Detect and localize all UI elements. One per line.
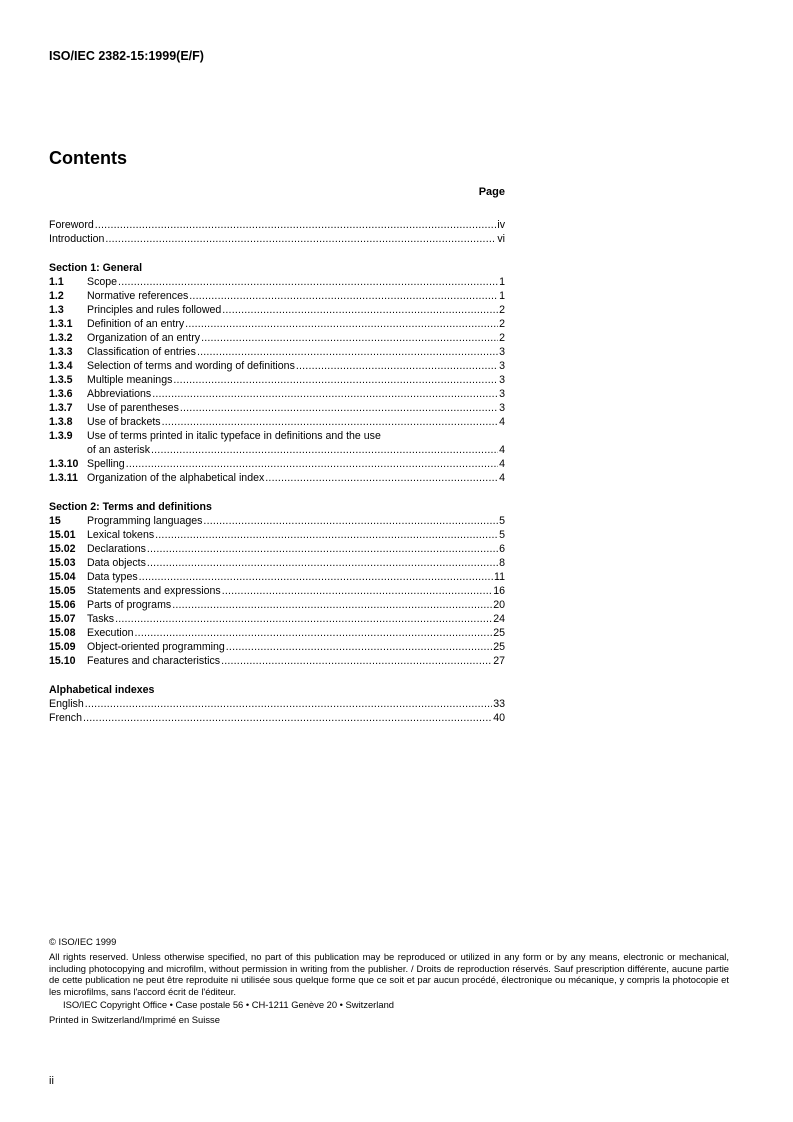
toc-entry-title: Data types: [87, 571, 138, 583]
toc-entry[interactable]: [49, 289, 505, 303]
toc-entry-page: 1: [499, 290, 505, 302]
dot-leader: [105, 232, 496, 246]
toc-entry[interactable]: [49, 626, 505, 640]
toc-entry-number: 1.2: [49, 290, 64, 302]
toc-entry-title: Classification of entries: [87, 346, 196, 358]
toc-entry-title: Normative references: [87, 290, 189, 302]
toc-entry-title: Execution: [87, 627, 134, 639]
toc-entry[interactable]: [49, 542, 505, 556]
toc-entry-number: 15.04: [49, 571, 76, 583]
index-entries: [49, 697, 505, 725]
toc-entry-title: Principles and rules followed: [87, 304, 222, 316]
toc-entry[interactable]: [49, 612, 505, 626]
toc-entry-page: 11: [494, 571, 505, 583]
toc-entry-page: 4: [499, 416, 505, 428]
toc-entry-title: Programming languages: [87, 515, 203, 527]
section-1-entries: [49, 275, 505, 429]
copyright-notice: [49, 936, 729, 1026]
toc-entry-title: Organization of an entry: [87, 332, 201, 344]
toc-entry-number: 15.05: [49, 585, 76, 597]
dot-leader: [197, 345, 498, 359]
toc-entry[interactable]: [49, 317, 505, 331]
toc-entry-number: 15.08: [49, 627, 76, 639]
toc-entry-page: 3: [499, 388, 505, 400]
toc-entry-title: Tasks: [87, 613, 115, 625]
toc-entry-number: 15.02: [49, 543, 76, 555]
table-of-contents: [49, 218, 505, 725]
toc-entry-page: 33: [493, 698, 505, 710]
section-2-heading: Section 2: Terms and definitions: [49, 501, 212, 513]
toc-entry-title: Features and characteristics: [87, 655, 221, 667]
toc-entry-page: 1: [499, 276, 505, 288]
toc-entry-page: 20: [493, 599, 505, 611]
dot-leader: [180, 401, 498, 415]
toc-entry-number: 15: [49, 515, 61, 527]
toc-entry-page: iv: [497, 219, 505, 231]
toc-entry[interactable]: [49, 528, 505, 542]
toc-entry-page: 27: [493, 655, 505, 667]
dot-leader: [118, 275, 498, 289]
toc-entry[interactable]: [49, 331, 505, 345]
copyright-office-address: ISO/IEC Copyright Office • Case postale 56 • CH-1211 Genève 20 • Switzerland: [63, 998, 395, 1010]
toc-entry-title: Object-oriented programming: [87, 641, 225, 653]
toc-entry-number: 15.10: [49, 655, 76, 667]
toc-entry-title: Organization of the alphabetical index: [87, 472, 265, 484]
toc-entry-title: Scope: [87, 276, 118, 288]
toc-entry-page: 2: [499, 304, 505, 316]
toc-entry-title: Definition of an entry: [87, 318, 185, 330]
toc-entry-page: 24: [493, 613, 505, 625]
toc-entry[interactable]: [49, 556, 505, 570]
dot-leader: [147, 556, 498, 570]
toc-entry-title: Use of terms printed in italic typeface in definitions and the use: [87, 430, 381, 442]
toc-entry-number: 1.3: [49, 304, 64, 316]
page-column-label: Page: [478, 186, 505, 198]
toc-entry-title: Lexical tokens: [87, 529, 155, 541]
dot-leader: [265, 471, 498, 485]
toc-entry[interactable]: [49, 570, 505, 584]
dot-leader: [203, 514, 498, 528]
toc-entry-1-3-9[interactable]: [49, 429, 505, 457]
toc-entry-number: 15.01: [49, 529, 76, 541]
dot-leader: [222, 584, 493, 598]
toc-entry-number: 1.3.4: [49, 360, 73, 372]
toc-entry[interactable]: [49, 471, 505, 485]
contents-title: Contents: [49, 148, 127, 168]
toc-entry-number: 1.3.8: [49, 416, 73, 428]
dot-leader: [172, 598, 492, 612]
toc-entry-title: Use of parentheses: [87, 402, 179, 414]
toc-entry-page: 16: [493, 585, 505, 597]
toc-entry-title: Parts of programs: [87, 599, 172, 611]
toc-entry[interactable]: [49, 387, 505, 401]
toc-entry-page: 2: [499, 332, 505, 344]
toc-entry-introduction[interactable]: [49, 232, 505, 246]
toc-entry-title: French: [49, 712, 82, 724]
dot-leader: [139, 570, 493, 584]
toc-entry-title: Declarations: [87, 543, 146, 555]
toc-entry-title: Abbreviations: [87, 388, 152, 400]
page-number: ii: [49, 1075, 54, 1087]
copyright-line: © ISO/IEC 1999: [49, 936, 117, 947]
toc-entry-page: 3: [499, 360, 505, 372]
toc-entry-page: 5: [499, 529, 505, 541]
toc-entry-page: vi: [497, 233, 505, 245]
toc-entry-page: 3: [499, 346, 505, 358]
toc-entry[interactable]: [49, 345, 505, 359]
toc-entry-foreword[interactable]: [49, 218, 505, 232]
toc-entry[interactable]: [49, 654, 505, 668]
toc-entry-title: Data objects: [87, 557, 146, 569]
toc-entry[interactable]: [49, 697, 505, 711]
toc-entry-number: 1.1: [49, 276, 64, 288]
toc-entry[interactable]: [49, 415, 505, 429]
dot-leader: [221, 654, 492, 668]
toc-entry-number: 15.07: [49, 613, 76, 625]
toc-entry[interactable]: [49, 303, 505, 317]
toc-entry-number: 1.3.10: [49, 458, 79, 470]
rights-statement: All rights reserved. Unless otherwise specified, no part of this publication may be reproduced or utilized in any form or by any means, electronic or mechanical, including photocopying and microfilm, without permission in writing from the publisher. / Droits de reproduction réservés. Sauf prescription différente, aucune partie de cette publication ne peut être reproduite ni utilisée sous quelque forme que ce soit et par aucun procédé, électronique ou mécanique, y compris la photocopie et les microfilms, sans l'accord écrit de l'éditeur.: [49, 950, 729, 998]
toc-entry-title: Selection of terms and wording of definitions: [87, 360, 295, 372]
dot-leader: [173, 373, 498, 387]
dot-leader: [152, 387, 498, 401]
toc-entry-page: 6: [499, 543, 505, 555]
toc-entry-number: 15.06: [49, 599, 76, 611]
toc-entry[interactable]: [49, 584, 505, 598]
dot-leader: [115, 612, 492, 626]
toc-entry-number: 1.3.9: [49, 430, 73, 442]
dot-leader: [226, 640, 492, 654]
toc-entry[interactable]: [49, 711, 505, 725]
toc-entry-page: 4: [499, 458, 505, 470]
toc-entry-page: 5: [499, 515, 505, 527]
toc-entry[interactable]: [49, 401, 505, 415]
section-1-heading: Section 1: General: [49, 262, 143, 274]
toc-entry-page: 3: [499, 374, 505, 386]
printed-in: Printed in Switzerland/Imprimé en Suisse: [49, 1013, 220, 1025]
toc-entry-number: 1.3.5: [49, 374, 73, 386]
toc-entry-title-continued: of an asterisk: [87, 444, 151, 456]
toc-entry-number: 15.03: [49, 557, 76, 569]
toc-entry-title: Use of brackets: [87, 416, 161, 428]
toc-entry-page: 25: [493, 641, 505, 653]
toc-entry-page: 8: [499, 557, 505, 569]
dot-leader: [296, 359, 498, 373]
toc-entry[interactable]: [49, 640, 505, 654]
toc-entry-page: 25: [493, 627, 505, 639]
indexes-heading: Alphabetical indexes: [49, 684, 155, 696]
toc-entry-title: Introduction: [49, 233, 105, 245]
toc-entry-number: 1.3.7: [49, 402, 73, 414]
dot-leader: [162, 415, 498, 429]
toc-entry-title: Multiple meanings: [87, 374, 173, 386]
toc-entry-page: 3: [499, 402, 505, 414]
dot-leader: [135, 626, 493, 640]
dot-leader: [126, 457, 498, 471]
toc-entry[interactable]: [49, 359, 505, 373]
dot-leader: [151, 443, 498, 457]
toc-entry[interactable]: [49, 598, 505, 612]
toc-entry-number: 1.3.2: [49, 332, 73, 344]
dot-leader: [185, 317, 498, 331]
toc-entry-title: Spelling: [87, 458, 125, 470]
dot-leader: [83, 711, 492, 725]
toc-entry[interactable]: [49, 373, 505, 387]
toc-entry-number: 1.3.6: [49, 388, 73, 400]
toc-entry-title: Statements and expressions: [87, 585, 221, 597]
toc-entry-page: 4: [499, 444, 505, 456]
toc-entry[interactable]: [49, 275, 505, 289]
dot-leader: [95, 218, 497, 232]
dot-leader: [147, 542, 498, 556]
toc-entry-number: 15.09: [49, 641, 76, 653]
toc-entry-number: 1.3.3: [49, 346, 73, 358]
toc-entry-page: 40: [493, 712, 505, 724]
toc-entry-number: 1.3.1: [49, 318, 73, 330]
document-code: ISO/IEC 2382-15:1999(E/F): [49, 49, 204, 63]
dot-leader: [201, 331, 498, 345]
toc-entry-title: Foreword: [49, 219, 94, 231]
section-2-entries: [49, 514, 505, 668]
toc-entry-page: 4: [499, 472, 505, 484]
toc-entry[interactable]: [49, 514, 505, 528]
toc-entry-title: English: [49, 698, 84, 710]
dot-leader: [85, 697, 492, 711]
toc-entry-page: 2: [499, 318, 505, 330]
dot-leader: [189, 289, 498, 303]
toc-entry[interactable]: [49, 457, 505, 471]
dot-leader: [155, 528, 498, 542]
dot-leader: [222, 303, 498, 317]
toc-entry-number: 1.3.11: [49, 472, 78, 484]
section-1-entries-continued: [49, 457, 505, 485]
